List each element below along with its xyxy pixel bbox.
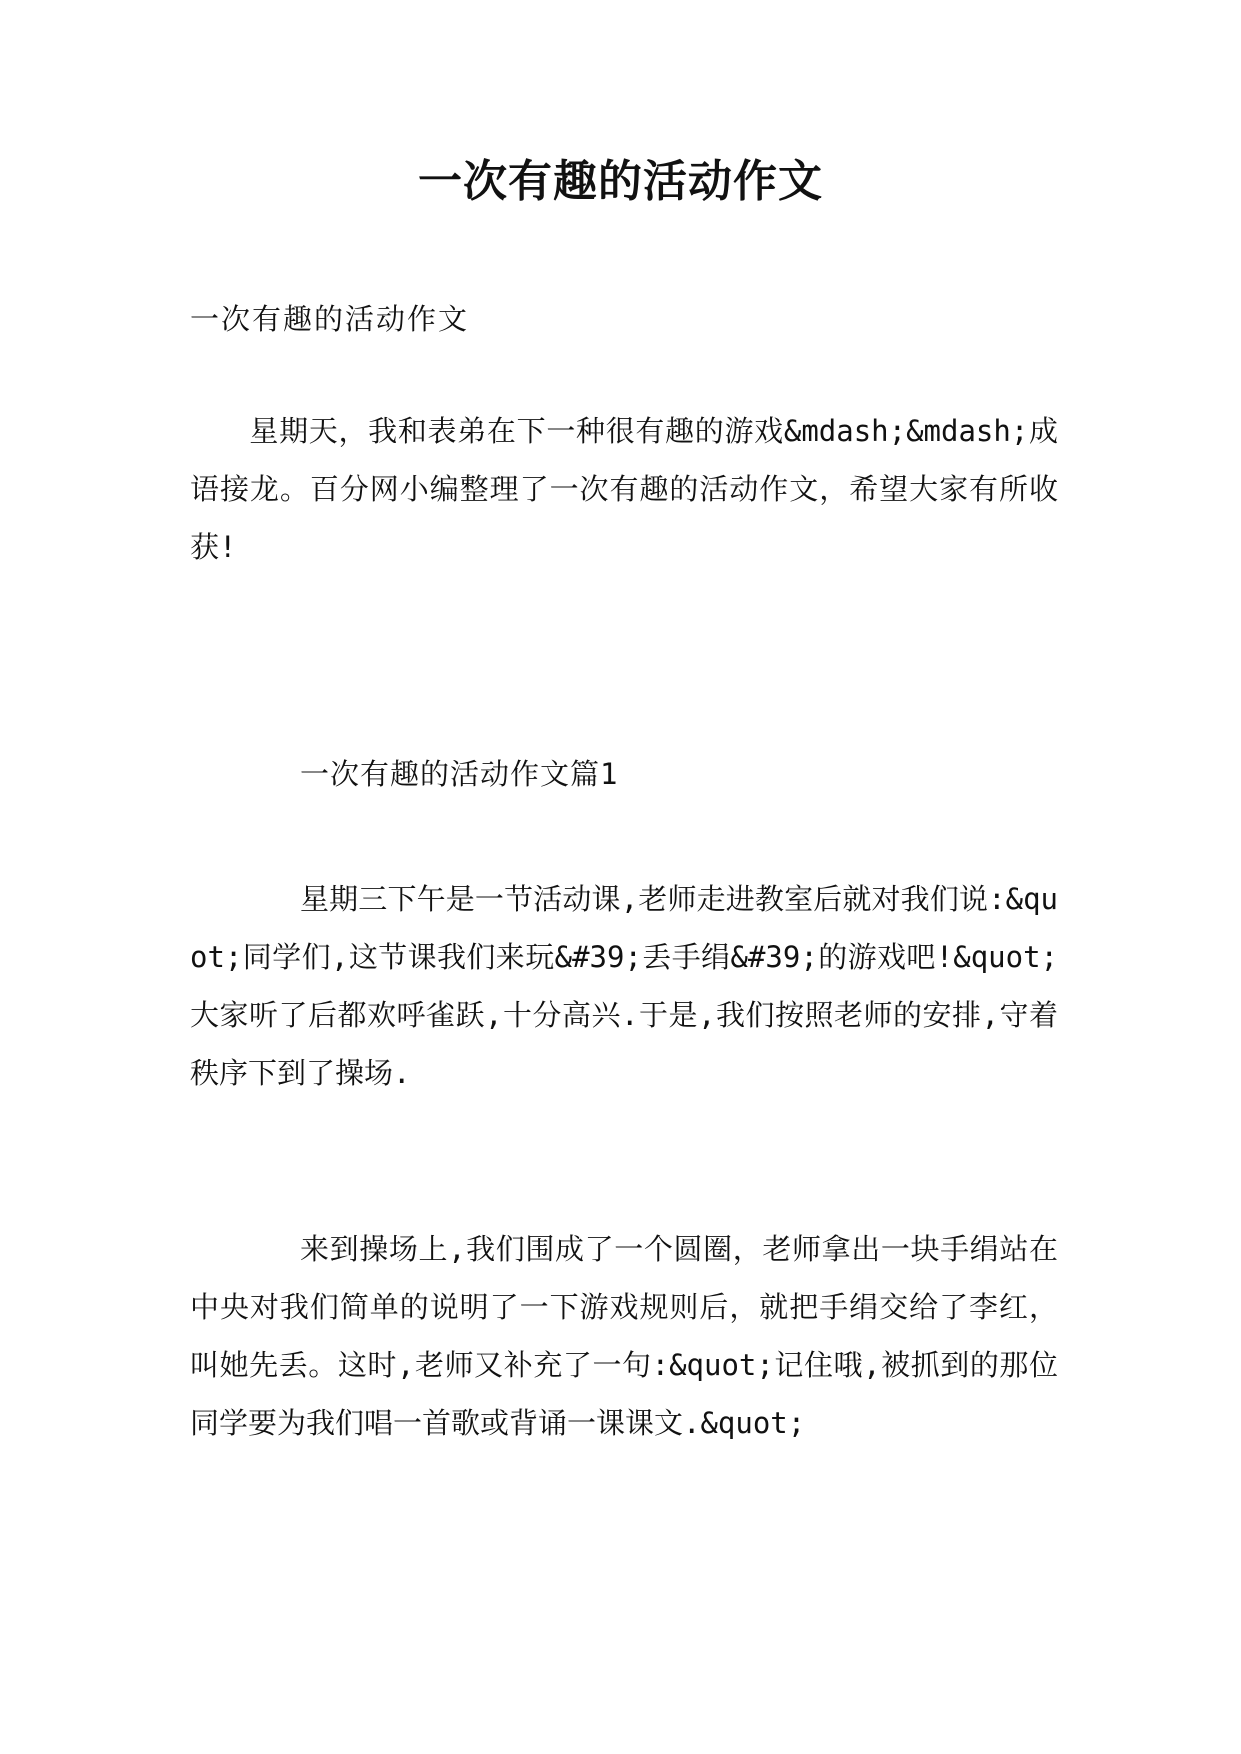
paragraph-2: 来到操场上,我们围成了一个圆圈，老师拿出一块手绢站在中央对我们简单的说明了一下游戏规则后，就把手绢交给了李红，叫她先丢。这时,老师又补充了一句:&quot;记住哦,被抓到的那位同学要为我们唱一首歌或背诵一课课文.&quot;: [190, 1232, 1058, 1440]
document-subtitle: 一次有趣的活动作文: [190, 302, 470, 336]
intro-paragraph: 星期天，我和表弟在下一种很有趣的游戏&mdash;&mdash;成语接龙。百分网小编整理了一次有趣的活动作文，希望大家有所收获!: [190, 414, 1058, 564]
paragraph-1: 星期三下午是一节活动课,老师走进教室后就对我们说:&quot;同学们,这节课我们来玩&#39;丢手绢&#39;的游戏吧!&quot;大家听了后都欢呼雀跃,十分高兴.于是,我们按照老师的安排,守着秩序下到了操场.: [190, 882, 1058, 1090]
document-title: 一次有趣的活动作文: [418, 156, 823, 207]
section-heading: 一次有趣的活动作文篇1: [300, 757, 619, 791]
